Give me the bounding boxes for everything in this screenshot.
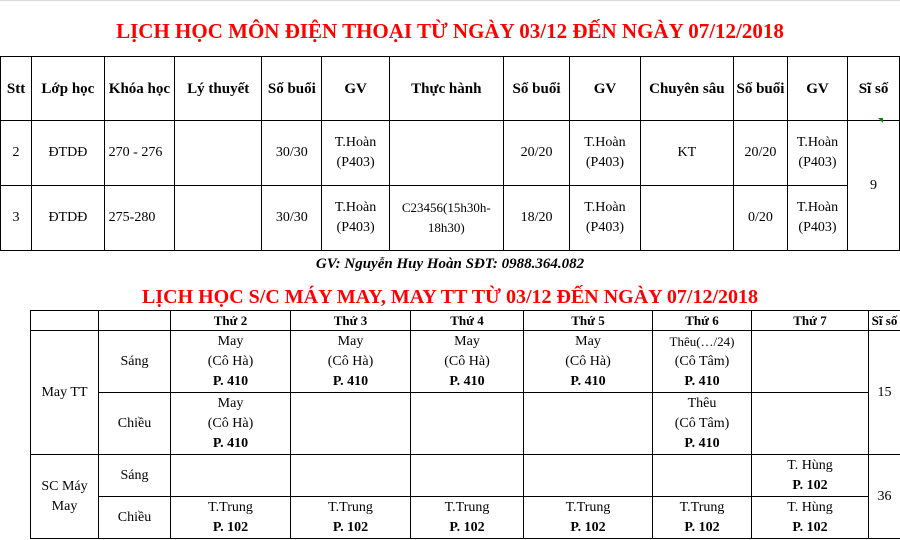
room: P. 410 <box>332 373 369 389</box>
table-row <box>1 121 900 186</box>
schedule-cell <box>291 455 411 497</box>
gv-name: T.Hoàn <box>796 135 839 150</box>
gv-name: T.Hoàn <box>334 200 377 215</box>
schedule-cell <box>171 455 291 497</box>
schedule-cell <box>171 497 291 539</box>
subject: Thêu(…/24) <box>669 333 735 349</box>
instructor: (Cô Hà) <box>207 353 254 369</box>
schedule-cell <box>752 331 869 393</box>
cell-gv <box>322 121 389 186</box>
room: P. 102 <box>684 519 720 535</box>
subject: May <box>217 395 244 411</box>
gv-room: (P403) <box>798 155 837 170</box>
schedule-cell <box>524 497 653 539</box>
header-gv: GV <box>322 57 389 121</box>
schedule-cell <box>411 393 524 455</box>
schedule-cell <box>524 455 653 497</box>
gv-room: (P403) <box>336 155 375 170</box>
room: P. 102 <box>212 519 249 535</box>
cell-sobuoi: 30/30 <box>262 186 322 251</box>
header-lop: Lớp học <box>32 57 105 121</box>
header-day: Thứ 4 <box>411 311 524 331</box>
header-day: Thứ 3 <box>291 311 411 331</box>
table-row <box>31 497 900 539</box>
instructor: (Cô Hà) <box>327 353 374 369</box>
header-day: Thứ 5 <box>524 311 653 331</box>
header-day: Thứ 2 <box>171 311 291 331</box>
room: P. 102 <box>332 519 369 535</box>
schedule-cell <box>291 331 411 393</box>
schedule-title-sewing: LỊCH HỌC S/C MÁY MAY, MAY TT TỪ 03/12 ĐẾN NGÀY 07/12/2018 <box>142 286 758 308</box>
cell-khoa: 270 - 276 <box>104 121 175 186</box>
subject: May <box>575 333 601 349</box>
schedule-cell <box>411 497 524 539</box>
gv-room: (P403) <box>585 155 625 170</box>
group-name-line: May <box>51 498 78 514</box>
schedule-cell <box>752 393 869 455</box>
room: P. 410 <box>570 373 606 389</box>
header-empty <box>99 311 171 331</box>
session-label: Sáng <box>99 331 171 393</box>
table-row <box>31 393 900 455</box>
header-gv: GV <box>787 57 847 121</box>
header-siso: Sĩ số <box>869 311 900 331</box>
table-row <box>31 455 900 497</box>
room: P. 410 <box>212 435 249 451</box>
schedule-title-phone: LỊCH HỌC MÔN ĐIỆN THOẠI TỪ NGÀY 03/12 ĐẾN NGÀY 07/12/2018 <box>116 19 784 43</box>
instructor: (Cô Tâm) <box>674 415 730 431</box>
cell-gv <box>787 121 847 186</box>
instructor: (Cô Hà) <box>444 353 490 369</box>
cell-siso: 15 <box>869 331 900 455</box>
room: P. 102 <box>792 477 828 493</box>
header-empty <box>31 311 99 331</box>
sewing-schedule-table <box>30 310 900 539</box>
subject: May <box>454 333 480 349</box>
cell-siso: 36 <box>869 455 900 539</box>
cell-siso: 9 <box>848 121 900 251</box>
schedule-cell <box>524 393 653 455</box>
schedule-cell <box>171 393 291 455</box>
phone-schedule-table <box>0 56 900 251</box>
header-lythuyet: Lý thuyết <box>175 57 262 121</box>
header-sobuoi: Số buổi <box>262 57 322 121</box>
schedule-cell <box>291 497 411 539</box>
teacher-contact: GV: Nguyễn Huy Hoàn SĐT: 0988.364.082 <box>315 256 585 272</box>
room: P. 410 <box>684 373 720 389</box>
schedule-cell <box>171 331 291 393</box>
schedule-cell <box>411 455 524 497</box>
cell-sobuoi: 20/20 <box>503 121 569 186</box>
instructor: (Cô Hà) <box>565 353 611 369</box>
cell-chuyensau: KT <box>640 121 733 186</box>
table-header-row <box>1 57 900 121</box>
schedule-cell <box>752 455 869 497</box>
room: P. 102 <box>570 519 606 535</box>
cell-thuchanh <box>389 186 503 251</box>
cell-khoa: 275-280 <box>104 186 175 251</box>
room: P. 410 <box>684 435 720 451</box>
group-name <box>31 455 99 539</box>
instructor: T. Hùng <box>787 499 833 515</box>
schedule-cell <box>653 497 752 539</box>
schedule-cell <box>411 331 524 393</box>
cell-sobuoi: 18/20 <box>503 186 569 251</box>
cell-gv <box>322 186 389 251</box>
gv-room: (P403) <box>336 220 375 235</box>
schedule-cell <box>524 331 653 393</box>
thuchanh-line: 18h30) <box>427 220 465 235</box>
group-name: May TT <box>31 331 99 455</box>
group-name-line: SC Máy <box>41 478 88 494</box>
cell-lop: ĐTDĐ <box>32 121 105 186</box>
subject: Thêu <box>687 395 717 411</box>
gv-name: T.Hoàn <box>584 135 626 150</box>
cell-stt: 2 <box>1 121 32 186</box>
room: P. 410 <box>212 373 249 389</box>
subject: May <box>337 333 364 349</box>
header-thuchanh: Thực hành <box>389 57 503 121</box>
schedule-cell <box>653 331 752 393</box>
session-label: Chiều <box>99 497 171 539</box>
session-label: Chiều <box>99 393 171 455</box>
cell-sobuoi: 30/30 <box>262 121 322 186</box>
cell-gv <box>787 186 847 251</box>
schedule-cell <box>291 393 411 455</box>
table-row <box>1 186 900 251</box>
instructor: T.Trung <box>208 499 253 515</box>
header-khoa: Khóa học <box>104 57 175 121</box>
subject: May <box>217 333 244 349</box>
header-day: Thứ 7 <box>752 311 869 331</box>
instructor: (Cô Tâm) <box>674 353 730 369</box>
cell-sobuoi: 20/20 <box>734 121 788 186</box>
header-stt: Stt <box>1 57 32 121</box>
gv-room: (P403) <box>798 220 837 235</box>
header-chuyensau: Chuyên sâu <box>640 57 733 121</box>
header-gv: GV <box>570 57 641 121</box>
thuchanh-line: C23456(15h30h- <box>401 200 491 215</box>
cell-lythuyet <box>175 186 262 251</box>
table-header-row <box>31 311 900 331</box>
cell-gv <box>570 121 641 186</box>
cell-lythuyet <box>175 121 262 186</box>
cell-gv <box>570 186 641 251</box>
schedule-cell <box>653 393 752 455</box>
gv-name: T.Hoàn <box>796 200 839 215</box>
schedule-cell <box>653 455 752 497</box>
header-siso: Sĩ số <box>848 57 900 121</box>
cell-chuyensau <box>640 186 733 251</box>
room: P. 102 <box>449 519 485 535</box>
instructor: T.Trung <box>444 499 490 515</box>
instructor: T. Hùng <box>787 457 833 473</box>
cell-lop: ĐTDĐ <box>32 186 105 251</box>
gv-name: T.Hoàn <box>334 135 377 150</box>
gv-room: (P403) <box>585 220 625 235</box>
schedule-cell <box>752 497 869 539</box>
table-row <box>31 331 900 393</box>
instructor: (Cô Hà) <box>207 415 254 431</box>
session-label: Sáng <box>99 455 171 497</box>
header-sobuoi: Số buổi <box>734 57 788 121</box>
cell-thuchanh <box>389 121 503 186</box>
instructor: T.Trung <box>565 499 611 515</box>
header-sobuoi: Số buổi <box>503 57 569 121</box>
gv-name: T.Hoàn <box>584 200 626 215</box>
cell-stt: 3 <box>1 186 32 251</box>
instructor: T.Trung <box>679 499 725 515</box>
cell-sobuoi: 0/20 <box>734 186 788 251</box>
room: P. 102 <box>792 519 828 535</box>
instructor: T.Trung <box>328 499 373 515</box>
comment-marker-icon <box>878 118 883 123</box>
room: P. 410 <box>449 373 485 389</box>
header-day: Thứ 6 <box>653 311 752 331</box>
